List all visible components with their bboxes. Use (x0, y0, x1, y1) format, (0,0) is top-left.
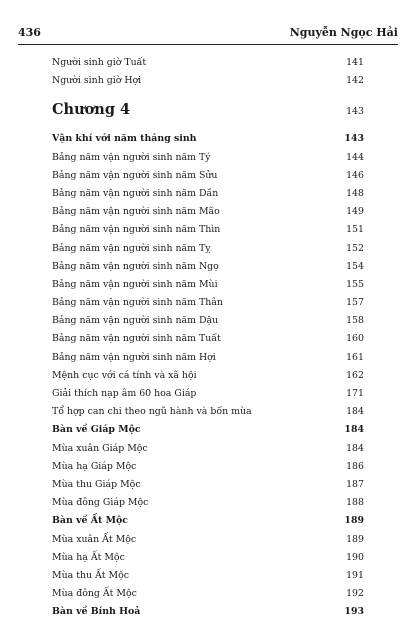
toc-entry-page: 157 (346, 297, 364, 309)
toc-entry (52, 185, 364, 203)
toc-entry-page: 184 (346, 406, 364, 418)
toc-entry (52, 240, 364, 258)
toc-section-heading (52, 421, 364, 439)
toc-entry (52, 312, 364, 330)
toc-entry-title: Mùa xuân Giáp Mộc (52, 442, 148, 454)
toc-entry (52, 349, 364, 367)
toc-entry (52, 403, 364, 421)
toc-entry (52, 549, 364, 567)
toc-entry-page: 171 (346, 388, 364, 399)
toc-entry-page: 189 (346, 533, 364, 545)
toc-entry-page: 154 (346, 260, 364, 272)
toc-entry-title: Bàn về Giáp Mộc (52, 424, 141, 436)
toc-section-heading (52, 603, 364, 621)
toc-entry-title: Bảng năm vận người sinh năm Tuất (52, 333, 221, 345)
toc-entry-title: Mùa đông Ất Mộc (52, 588, 137, 600)
toc-section-heading (52, 512, 364, 530)
toc-entry-title: Bảng năm vận người sinh năm Mão (52, 206, 220, 218)
page-header (18, 26, 398, 42)
toc-entry-page: 191 (346, 569, 364, 581)
toc-entry-page: 189 (344, 515, 364, 527)
toc-entry-page: 184 (346, 442, 364, 454)
toc-entry-page: 141 (346, 57, 364, 68)
toc-entry-page: 142 (346, 75, 364, 87)
toc-entry-title: Bảng năm vận người sinh năm Sửu (52, 169, 218, 181)
toc-entry-title: Mệnh cục với cá tính và xã hội (52, 369, 197, 381)
toc-entry-title: Mùa đông Giáp Mộc (52, 497, 149, 509)
toc-entry-title: Bảng năm vận người sinh năm Tỵ (52, 242, 211, 254)
toc-entry (52, 258, 364, 276)
toc-entry (52, 367, 364, 385)
toc-entry (52, 567, 364, 585)
toc-entry (52, 221, 364, 239)
toc-entry (52, 585, 364, 603)
toc-entry (52, 458, 364, 476)
toc-entry-page: 149 (346, 206, 364, 218)
toc-entry (52, 476, 364, 494)
toc-entry-page: 144 (346, 151, 364, 163)
toc-entry-page: 161 (346, 351, 364, 363)
toc-entry-title: Bảng năm vận người sinh năm Thìn (52, 224, 221, 236)
toc-entry-title: Mùa hạ Ất Mộc (52, 551, 125, 563)
toc-entry-title: Bảng năm vận người sinh năm Dần (52, 187, 219, 199)
toc-entry-title: Mùa xuân Ất Mộc (52, 533, 137, 545)
toc-entry-title: Bảng năm vận người sinh năm Ngọ (52, 260, 219, 272)
toc-entry-title: Bảng năm vận người sinh năm Hợi (52, 351, 216, 363)
toc-entry-page: 162 (346, 369, 364, 381)
page-number: 436 (18, 26, 41, 39)
toc-entry-title: Mùa thu Ất Mộc (52, 569, 130, 581)
toc-entry-title: Tổ hợp can chi theo ngũ hành và bốn mùa (52, 406, 252, 418)
toc-entry-title: Giải thích nạp âm 60 hoa Giáp (52, 388, 197, 399)
toc-entry-page: 192 (346, 588, 364, 600)
toc-entry-title: Bảng năm vận người sinh năm Tý (52, 151, 211, 163)
toc-entry-page: 186 (346, 460, 364, 472)
toc-entry-title: Bàn về Ất Mộc (52, 515, 128, 527)
toc-entry-page: 187 (346, 478, 364, 490)
toc-entry-title: Bàn về Bính Hoả (52, 606, 141, 618)
header-divider (18, 44, 398, 45)
toc-entry-title: Mùa thu Giáp Mộc (52, 478, 141, 490)
toc-entry-page: 158 (346, 315, 364, 327)
toc-entry-page: 193 (344, 606, 364, 618)
toc-entry-page: 143 (344, 133, 364, 145)
toc-entry-title: Mùa hạ Giáp Mộc (52, 460, 137, 472)
toc-entry-page: 190 (346, 551, 364, 563)
running-author: Nguyễn Ngọc Hải (289, 26, 398, 39)
toc-section-heading (52, 130, 364, 148)
toc-entry (52, 72, 364, 90)
toc-entry (52, 276, 364, 294)
toc-entry (52, 294, 364, 312)
toc-entry-title: Vận khí với năm tháng sinh (52, 133, 197, 145)
toc-entry (52, 494, 364, 512)
toc-entry-title: Bảng năm vận người sinh năm Mùi (52, 278, 218, 290)
toc-entry-page: 184 (344, 424, 364, 436)
toc-entry-page: 155 (346, 278, 364, 290)
toc-entry-title: Người sinh giờ Tuất (52, 57, 147, 68)
toc-entry (52, 330, 364, 348)
toc-entry-page: 151 (346, 224, 364, 236)
toc-entry (52, 149, 364, 167)
toc-entry-page: 148 (346, 187, 364, 199)
toc-entry-title: Bảng năm vận người sinh năm Dậu (52, 315, 219, 327)
toc-entry-page: 188 (346, 497, 364, 509)
toc-entry (52, 167, 364, 185)
toc-entry (52, 440, 364, 458)
toc-entry (52, 54, 364, 72)
toc-entry-page: 160 (346, 333, 364, 345)
toc-entry (52, 203, 364, 221)
toc-entry-page: 143 (346, 106, 364, 118)
toc-entry-page: 152 (346, 242, 364, 254)
toc-entry (52, 385, 364, 403)
table-of-contents (52, 54, 364, 621)
toc-entry-title: Bảng năm vận người sinh năm Thân (52, 297, 223, 309)
toc-entry (52, 531, 364, 549)
toc-entry-title: Người sinh giờ Hợi (52, 75, 142, 87)
toc-entry-title: Chương 4 (52, 101, 131, 119)
toc-chapter-heading (52, 90, 364, 130)
toc-entry-page: 146 (346, 169, 364, 181)
